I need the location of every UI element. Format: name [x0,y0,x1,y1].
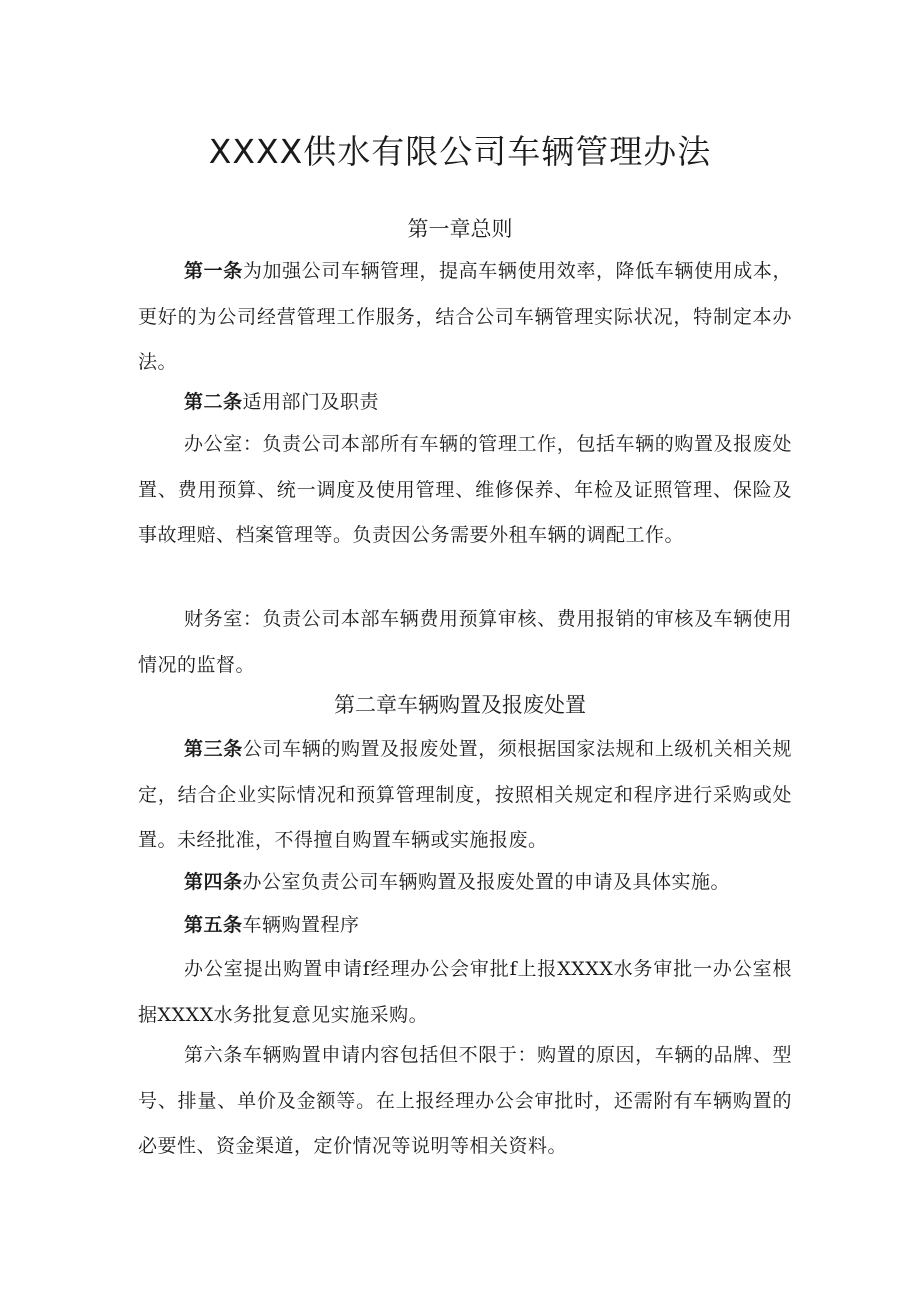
purchase-procedure-paragraph [138,947,792,1038]
article-6-paragraph [138,1033,792,1170]
article-number: 第三条 [184,738,243,760]
article-5-paragraph [138,903,792,949]
finance-duties-paragraph [138,597,792,688]
article-number: 第二条 [184,391,243,413]
chapter-heading-1: 第一章总则 [407,217,513,241]
article-text: 为加强公司车辆管理，提高车辆使用效率，降低车辆使用成本，更好的为公司经营管理工作服务，结合公司车辆管理实际状况，特制定本办法。 [138,260,792,373]
article-text: 车辆购置程序 [242,914,360,936]
article-4-paragraph [138,860,792,906]
article-1-paragraph [138,249,792,386]
paragraph-text: 财务室：负责公司本部车辆费用预算审核、费用报销的审核及车辆使用情况的监督。 [138,608,792,676]
article-3-paragraph [138,727,792,864]
article-number: 第四条 [184,871,243,893]
article-text: 办公室负责公司车辆购置及报废处置的申请及具体实施。 [242,871,731,893]
article-text: 公司车辆的购置及报废处置，须根据国家法规和上级机关相关规定，结合企业实际情况和预算管理制度，按照相关规定和程序进行采购或处置。未经批准，不得擅自购置车辆或实施报废。 [138,738,792,851]
paragraph-text: 办公室：负责公司本部所有车辆的管理工作，包括车辆的购置及报废处置、费用预算、统一调度及使用管理、维修保养、年检及证照管理、保险及事故理赔、档案管理等。负责因公务需要外租车辆的调配工作。 [138,433,792,546]
paragraph-text: 办公室提出购置申请f经理办公会审批f上报XXXX水务审批一办公室根据XXXX水务批复意见实施采购。 [138,958,792,1026]
article-text: 适用部门及职责 [242,391,380,413]
paragraph-text: 第六条车辆购置申请内容包括但不限于：购置的原因，车辆的品牌、型号、排量、单价及金额等。在上报经理办公会审批时，还需附有车辆购置的必要性、资金渠道，定价情况等说明等相关资料。 [138,1044,792,1157]
article-number: 第五条 [184,914,243,936]
chapter-heading-2: 第二章车辆购置及报废处置 [334,693,586,717]
article-number: 第一条 [184,260,243,282]
document-title: XXXX供水有限公司车辆管理办法 [208,132,712,171]
article-2-paragraph [138,380,792,426]
office-duties-paragraph [138,422,792,559]
